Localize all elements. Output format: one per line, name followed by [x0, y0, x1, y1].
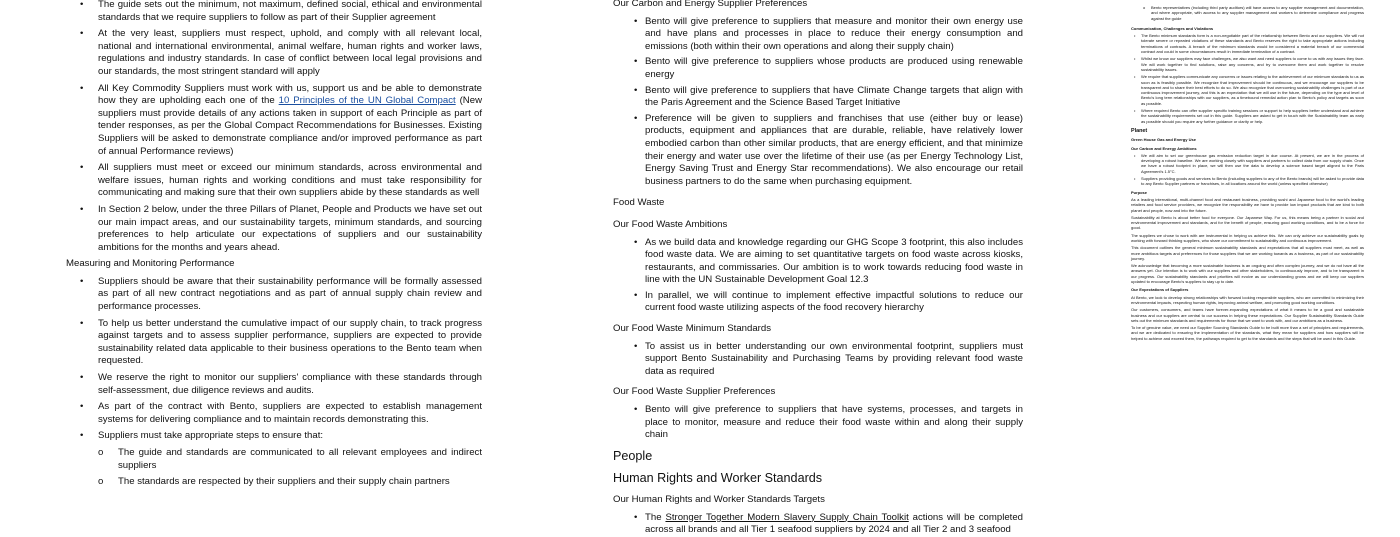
planet-heading: Planet [1131, 127, 1148, 134]
list-item: • At the very least, suppliers must respect, uphold, and comply with all relevant local, national and international environmental, animal welfare, human rights and worker laws, regulations and industry standards. In case of conflict between local legal provisions and our standards, the most stringent standard will apply [66, 28, 482, 78]
list-item: • Suppliers must take appropriate steps to ensure that: [66, 430, 482, 443]
list-item: • The guide sets out the minimum, not maximum, defined social, ethical and environmental standards that we require suppliers to follow as part of their Supplier agreement [66, 0, 482, 24]
list-item: • Whilst we know our suppliers may face challenges, we also want and need suppliers to come to us with any issues they face. We will work together to find solutions, raise any concerns, and try to overcome them and work together to resolve sustainability issues. [1131, 56, 1364, 72]
list-item: • Where required Bento can offer supplier specific training sessions or support to help suppliers better understand and achieve the sustainability requirements set out in this guide. Suppliers are asked to get in touch with the Sustainability team as early as possible should you require any further guidance or clarity or help. [1131, 108, 1364, 124]
paragraph: The suppliers we chose to work with are instrumental in helping us achieve this. We can only achieve our sustainability goals by working with forward thinking suppliers, who share our commitment to sustainability and continuous improvement. [1131, 232, 1364, 243]
paragraph: At Bento, we look to develop strong relationships with forward looking responsible suppliers, who are committed to minimizing their environmental impacts, respecting human rights, improving animal welfare, and promoting good working conditions. [1131, 294, 1364, 305]
list-item: • To help us better understand the cumulative impact of our supply chain, to track progress against targets and to assess supplier performance, suppliers are expected to provide sustainability related data applicable to their business operations to the Bento team when requested. [66, 318, 482, 368]
list-item: • Bento will give preference to suppliers whose products are produced using renewable energy [613, 56, 1023, 81]
purpose-heading: Purpose [1131, 189, 1148, 195]
paragraph: We acknowledge that becoming a more sustainable business is an ongoing and often complex journey, and we do not have all the answers yet. Our intention is to work with our suppliers and other stakeholders, to continuously improve, and to be transparent in our progress. Our sustainability standards and priorities will evolve as our understanding grows and we will keep our suppliers updated to encourage Bento's suppliers to stay up to date. [1131, 263, 1364, 285]
people-heading: People [613, 448, 653, 463]
food-waste-minimum-heading: Our Food Waste Minimum Standards [613, 323, 771, 335]
un-global-compact-link[interactable]: 10 Principles of the UN Global Compact [278, 95, 456, 107]
list-item: • In parallel, we will continue to implement effective impactful solutions to reduce our current food waste utilizing aspects of the food recovery hierarchy [613, 290, 1023, 315]
list-item: • We will aim to set our greenhouse gas emission reduction target in due course. At present, we are in the process of developing a robust baseline. We are working closely with suppliers and partners to collect data from our supply chain. Once we have a robust footprint in place, we will then use the data to develop a science based target aligned to the Paris Agreement's 1.5°C. [1131, 153, 1364, 174]
list-item: • All suppliers must meet or exceed our minimum standards, across environmental and welfare issues, human rights and working conditions and must take responsibility for communicating and making sure that their own suppliers abide by these standards as well [66, 162, 482, 200]
food-waste-preferences-heading: Our Food Waste Supplier Preferences [613, 386, 776, 398]
list-item: • Preference will be given to suppliers and franchises that use (either buy or lease) products, equipment and appliances that are durable, reliable, have relatively lower embodied carbon than other similar products, that are energy efficient, and that minimize their energy and water use over the lifetime of their use (as per Energy Technology List, Energy Saving Trust and Energy Star recommendations). We also encourage our retail business partners to do the same when purchasing equipment. [613, 113, 1023, 189]
carbon-preferences-heading: Our Carbon and Energy Supplier Preferences [613, 0, 808, 9]
paragraph: Sustainability at Bento is about better food for everyone. Our Japanese Way. For us, this means being a partner in social and environmental improvement and standards, and for the benefit of people, ensuring good working conditions, and to be a force for good. [1131, 214, 1364, 231]
list-item: • We require that suppliers communicate any concerns or issues relating to the achievement of our minimum standards to us as soon as is feasibly possible. We recognize that improvement should be continuous, and we encourage our suppliers to be transparent and to share their best efforts to do so. We also recognize that overcoming sustainability challenges is part of our continuous improvement journey, and this is an expectation that we will use in the future, depending on the type and level of Bento's long term relationships with our suppliers, as a timebound remedial action plan to Bento's policy and targets as soon as possible. [1131, 74, 1364, 106]
modern-slavery-toolkit-link[interactable]: Stronger Together Modern Slavery Supply Chain Toolkit [665, 511, 909, 523]
paragraph: This document outlines the general minimum sustainability standards and expectations that all suppliers must meet, as well as more ambitious targets and preferences for those suppliers that we are working towards as a business, as part of our sustainability journey. [1131, 245, 1364, 261]
right-column [1131, 0, 1364, 500]
food-waste-heading: Food Waste [613, 197, 665, 209]
paragraph: Our customers, consumers, and teams have forever-expanding expectations of what it means to be a good and sustainable business and our suppliers are central to our success in helping these expectations. Our Supplier Sustainability Standards Guide sets out the minimum standards and requirements for those that we want to work with, and our ambitions as a business. [1131, 307, 1364, 323]
food-waste-ambitions-heading: Our Food Waste Ambitions [613, 218, 728, 230]
sub-list-item: o The standards are respected by their suppliers and their supply chain partners [66, 476, 482, 489]
list-item: • Suppliers should be aware that their sustainability performance will be formally assessed as part of all new contract negotiations and as part of annual supply chain review and performance processes. [66, 276, 482, 314]
list-item: • As part of the contract with Bento, suppliers are expected to establish management systems for delivering compliance and to maintain records demonstrating this. [66, 401, 482, 426]
ghg-heading: Green House Gas and Energy Use [1131, 137, 1196, 143]
list-item [66, 83, 482, 159]
sub-list-item: o Bento representatives (including third party auditors) will have access to any supplier management and documentation, and where appropriate, with access to any supplier management and workers to determine compliance and progress against the guide [1131, 5, 1364, 21]
list-item: • Bento will give preference to suppliers that have Climate Change targets that align with the Paris Agreement and the Science Based Target Initiative [613, 85, 1023, 110]
paragraph: To be of genuine value, we need our Supplier Sourcing Standards Guide to be built more than a set of principles and requirements, and we are dedicated to ensuring the implementation of the standards, what they mean for suppliers and how suppliers will be helped to achieve and exceed them, the pathways required to get to the standards and the steps that will be used in this Guide. [1131, 325, 1364, 341]
list-item: • In Section 2 below, under the three Pillars of Planet, People and Products we have set out our main impact areas, and our sustainability targets, minimum standards, and sourcing preferences to help articulate our expectations of suppliers and our sustainability ambitions for the months and years ahead. [66, 204, 482, 254]
list-item-text: (New suppliers must provide details of any actions taken in support of each Principle as part of tender responses, as per the Global Compact Recommendations for Businesses. Existing Suppliers will be asked to demonstrate compliance and/or improved performance as part of annual Performance reviews) [98, 95, 482, 157]
paragraph: As a leading international, multi-channel food and restaurant business, providing sushi and Japanese food to the world's leading retailers and food service providers, we recognize the responsibility we have to provide low impact products that are kind to both planet and people, now and into the future. [1131, 196, 1364, 213]
expectations-heading: Our Expectations of Suppliers [1131, 287, 1189, 293]
list-item: • Suppliers providing goods and services to Bento (including suppliers to any of the Bento brands) will be asked to provide data to any Bento Supplier partners or franchises, in all locations around the world (unless specified otherwise) [1131, 176, 1364, 187]
list-item: • Bento will give preference to suppliers that measure and monitor their own energy use and have plans and processes in place to reduce their energy consumption and emissions (both within their own operations and along their supply chain) [613, 16, 1023, 54]
list-item: • The Bento minimum standards form is a non-negotiable part of the relationship between Bento and our suppliers. We will not tolerate severe or repeated violations of these standards and Bento reserves the right to take appropriate actions including terminations of contracts. A breach of the minimum standards would be considered a material breach of our commercial contract and could in some circumstances result in immediate termination of a contract. [1131, 33, 1364, 54]
list-item-text: All Key Commodity Suppliers must work with us, support us and be able to demonstrate how they are upholding each one of the [98, 82, 482, 107]
sub-list-item: o The guide and standards are communicated to all relevant employees and indirect suppliers [66, 447, 482, 472]
left-column [66, 0, 482, 500]
list-item: • To assist us in better understanding our own environmental footprint, suppliers must support Bento Sustainability and Purchasing Teams by providing relevant food waste data as required [613, 341, 1023, 379]
list-item [613, 512, 1023, 537]
human-rights-heading: Human Rights and Worker Standards [613, 471, 823, 486]
middle-column [613, 0, 1024, 536]
communication-heading: Communication, Challenges and Violations [1131, 25, 1214, 31]
list-item-text: The [645, 511, 662, 523]
human-rights-targets-heading: Our Human Rights and Worker Standards Targets [613, 494, 825, 505]
section-heading: Measuring and Monitoring Performance [66, 258, 235, 270]
carbon-ambitions-heading: Our Carbon and Energy Ambitions [1131, 145, 1197, 151]
list-item-text: actions will be completed across all brands and all Tier 1 seafood suppliers by 2024 and all Tier 2 and 3 seafood [645, 511, 1024, 536]
list-item: • As we build data and knowledge regarding our GHG Scope 3 footprint, this also includes food waste data. We are aiming to set quantitative targets on food waste across kiosks, restaurants, and commissaries. Our ambition is to work towards reducing food waste in line with the UN Sustainable Development Goal 12.3 [613, 237, 1023, 287]
list-item: • We reserve the right to monitor our suppliers' compliance with these standards through self-assessment, due diligence reviews and audits. [66, 372, 482, 397]
list-item: • Bento will give preference to suppliers that have systems, processes, and targets in place to monitor, measure and reduce their food waste within and along their supply chain [613, 404, 1023, 442]
